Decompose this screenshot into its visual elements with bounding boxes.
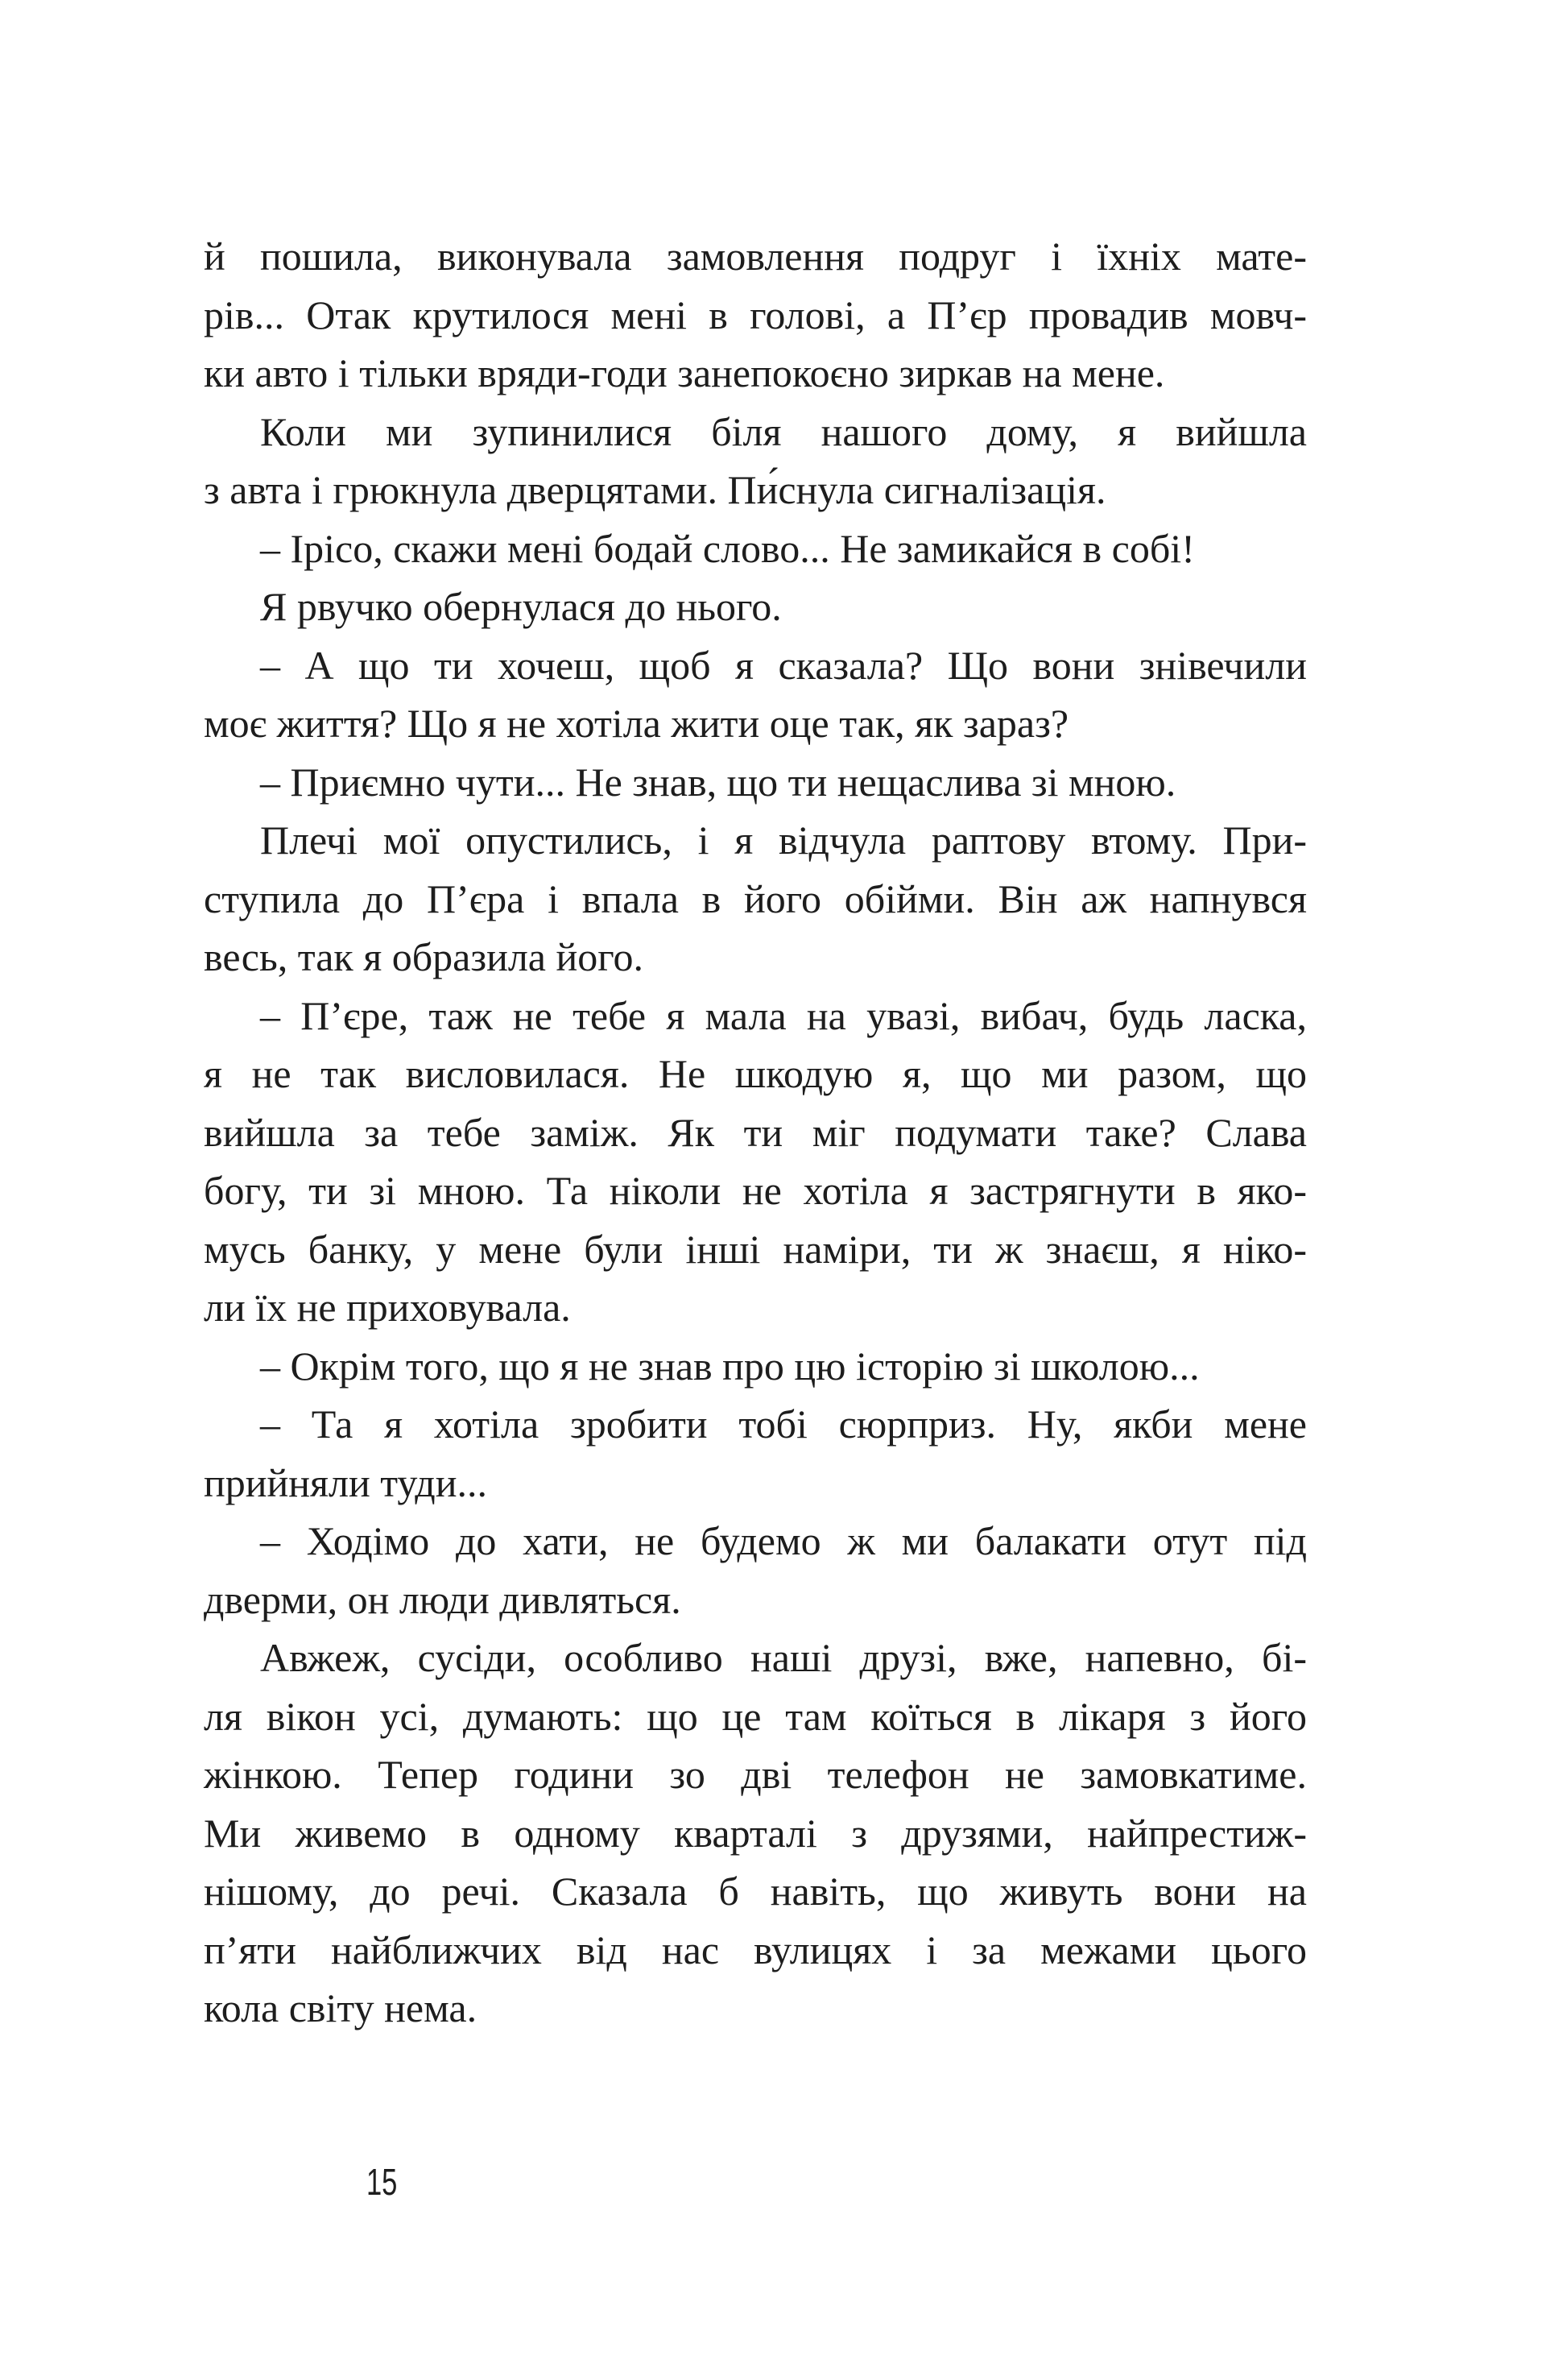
text-line: – Окрім того, що я не знав про цю історію зі школою... bbox=[260, 1343, 1200, 1389]
text-line: жінкою. Тепер години зо дві телефон не замовкатиме. bbox=[204, 1752, 1307, 1797]
text-line: вийшла за тебе заміж. Як ти міг подумати таке? Слава bbox=[204, 1109, 1307, 1155]
text-line: Авжеж, сусіди, особливо наші друзі, вже, напевно, бі- bbox=[260, 1635, 1307, 1680]
text-line: нішому, до речі. Сказала б навіть, що живуть вони на bbox=[204, 1869, 1307, 1914]
text-line: ки авто і тільки вряди-годи занепокоєно зиркав на мене. bbox=[204, 350, 1165, 395]
text-line: Ми живемо в одному кварталі з друзями, найпрестиж- bbox=[204, 1810, 1307, 1856]
paragraph bbox=[204, 636, 1307, 753]
paragraph bbox=[204, 1512, 1307, 1629]
paragraph bbox=[204, 227, 1307, 403]
paragraph bbox=[204, 811, 1307, 987]
text-line: п’яти найближчих від нас вулицях і за межами цього bbox=[204, 1927, 1307, 1972]
text-line: – Ходімо до хати, не будемо ж ми балакати отут під bbox=[260, 1518, 1307, 1563]
text-line: – П’єре, таж не тебе я мала на увазі, вибач, будь ласка, bbox=[260, 992, 1307, 1038]
text-line: – Приємно чути... Не знав, що ти нещаслива зі мною. bbox=[260, 759, 1176, 805]
text-line: Коли ми зупинилися біля нашого дому, я вийшла bbox=[260, 408, 1307, 454]
paragraph bbox=[204, 403, 1307, 519]
paragraph bbox=[204, 577, 1307, 636]
paragraph bbox=[204, 753, 1307, 812]
text-line: прийняли туди... bbox=[204, 1459, 487, 1505]
body-text bbox=[204, 227, 1307, 2038]
text-line: ля вікон усі, думають: що це там коїться в лікаря з його bbox=[204, 1693, 1307, 1739]
text-line: богу, ти зі мною. Та ніколи не хотіла я застрягнути в яко- bbox=[204, 1168, 1307, 1213]
paragraph bbox=[204, 987, 1307, 1337]
page-number: 15 bbox=[366, 2161, 398, 2203]
text-line: – Та я хотіла зробити тобі сюрприз. Ну, якби мене bbox=[260, 1401, 1307, 1447]
text-line: моє життя? Що я не хотіла жити оце так, як зараз? bbox=[204, 701, 1069, 746]
text-line: ступила до П’єра і впала в його обійми. Він аж напнувся bbox=[204, 875, 1307, 921]
text-line: кола світу нема. bbox=[204, 1985, 477, 2030]
text-line: весь, так я образила його. bbox=[204, 934, 643, 979]
text-line: мусь банку, у мене були інші наміри, ти ж знаєш, я ніко- bbox=[204, 1226, 1307, 1272]
text-line: Плечі мої опустились, і я відчула раптову втому. При- bbox=[260, 817, 1307, 863]
text-line: я не так висловилася. Не шкодую я, що ми разом, що bbox=[204, 1051, 1307, 1096]
text-line: дверми, он люди дивляться. bbox=[204, 1576, 681, 1622]
paragraph bbox=[204, 1395, 1307, 1512]
text-line: рів... Отак крутилося мені в голові, а П’єр провадив мовч- bbox=[204, 292, 1307, 337]
text-line: ли їх не приховувала. bbox=[204, 1285, 571, 1330]
paragraph bbox=[204, 1337, 1307, 1396]
text-line: й пошила, виконувала замовлення подруг і їхніх мате- bbox=[204, 234, 1307, 279]
paragraph bbox=[204, 1629, 1307, 2038]
text-line: з авта і грюкнула дверцятами. Пи́снула сигналізація. bbox=[204, 467, 1106, 512]
text-line: – А що ти хочеш, щоб я сказала? Що вони знівечили bbox=[260, 642, 1307, 688]
paragraph bbox=[204, 519, 1307, 578]
text-line: Я рвучко обернулася до нього. bbox=[260, 584, 782, 629]
text-line: – Ірісо, скажи мені бодай слово... Не замикайся в собі! bbox=[260, 525, 1195, 571]
